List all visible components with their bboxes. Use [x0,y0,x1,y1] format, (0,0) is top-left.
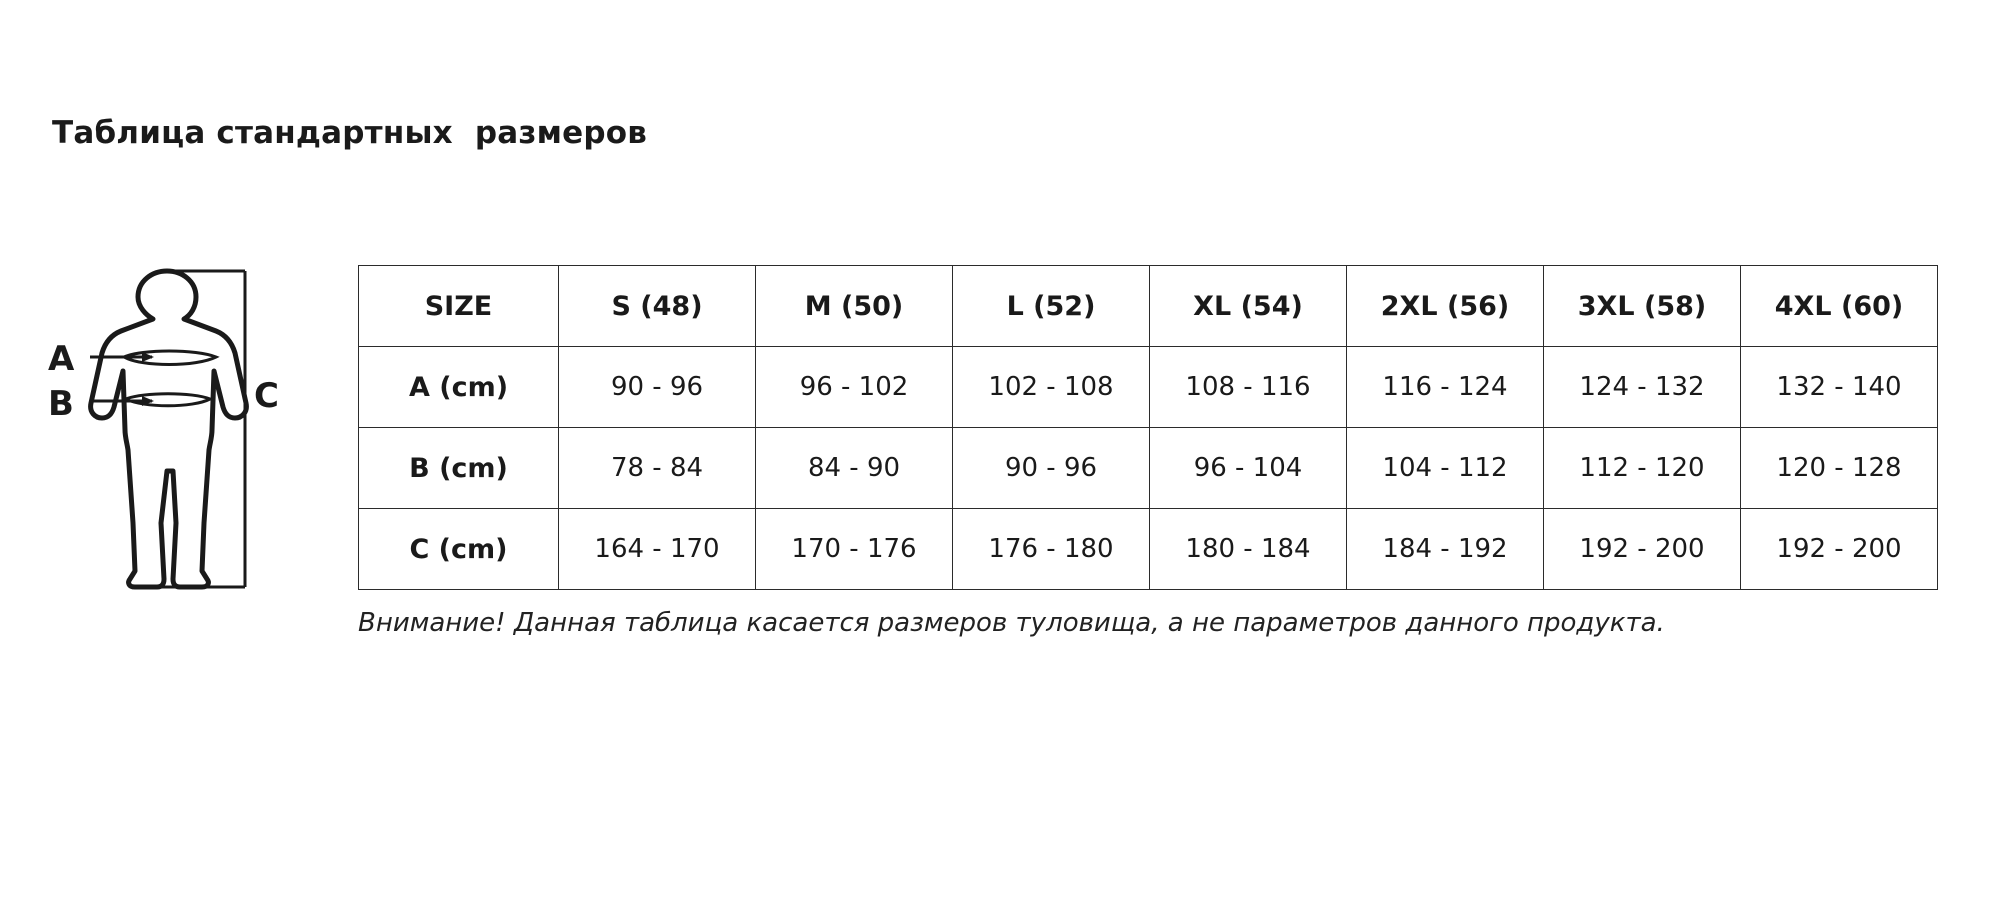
table-cell: 120 - 128 [1741,428,1938,509]
body-silhouette-icon [91,271,247,587]
table-cell: 104 - 112 [1347,428,1544,509]
table-cell: 102 - 108 [953,347,1150,428]
table-cell: 180 - 184 [1150,509,1347,590]
row-label: A (cm) [359,347,559,428]
figure-label-c: C [254,376,279,416]
table-header-cell: XL (54) [1150,266,1347,347]
table-cell: 170 - 176 [756,509,953,590]
table-cell: 112 - 120 [1544,428,1741,509]
figure-label-a: A [48,339,75,379]
table-row [359,509,1938,590]
table-header-cell: M (50) [756,266,953,347]
table-header-row [359,266,1938,347]
size-table [358,265,1938,590]
table-cell: 164 - 170 [559,509,756,590]
table-cell: 96 - 102 [756,347,953,428]
table-cell: 96 - 104 [1150,428,1347,509]
size-table-container [358,265,1938,590]
measurement-figure [30,255,330,600]
row-label: C (cm) [359,509,559,590]
table-cell: 84 - 90 [756,428,953,509]
table-cell: 108 - 116 [1150,347,1347,428]
table-cell: 192 - 200 [1741,509,1938,590]
table-row [359,428,1938,509]
table-cell: 78 - 84 [559,428,756,509]
figure-label-b: B [48,384,74,424]
page-title: Таблица стандартных размеров [52,115,648,151]
table-header-cell: 4XL (60) [1741,266,1938,347]
table-note: Внимание! Данная таблица касается размеров туловища, а не параметров данного продукта. [358,608,1665,638]
table-cell: 90 - 96 [559,347,756,428]
table-cell: 116 - 124 [1347,347,1544,428]
table-header-cell: SIZE [359,266,559,347]
table-header-cell: 3XL (58) [1544,266,1741,347]
table-header-cell: L (52) [953,266,1150,347]
table-cell: 124 - 132 [1544,347,1741,428]
table-header-cell: 2XL (56) [1347,266,1544,347]
table-cell: 192 - 200 [1544,509,1741,590]
table-cell: 184 - 192 [1347,509,1544,590]
table-header-cell: S (48) [559,266,756,347]
table-cell: 176 - 180 [953,509,1150,590]
table-cell: 90 - 96 [953,428,1150,509]
table-row [359,347,1938,428]
row-label: B (cm) [359,428,559,509]
table-cell: 132 - 140 [1741,347,1938,428]
